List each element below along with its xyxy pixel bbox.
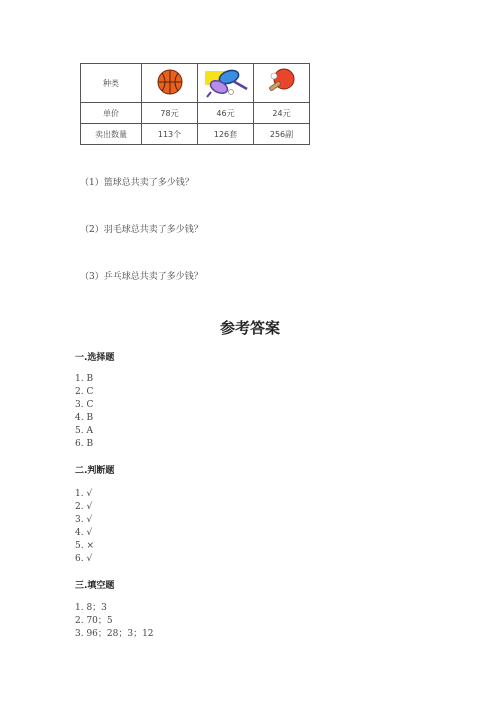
badminton-icon	[203, 65, 249, 99]
list-item: 2. C	[75, 387, 94, 397]
cell-qty-pingpong: 256副	[254, 124, 310, 145]
list-item: 6. B	[75, 439, 94, 449]
basketball-cell	[142, 64, 198, 103]
list-item: 1. B	[75, 374, 94, 384]
ping-pong-cell	[254, 64, 310, 103]
row-label-quantity: 卖出数量	[81, 124, 142, 145]
list-item: 5. ×	[75, 541, 94, 551]
cell-price-basketball: 78元	[142, 103, 198, 124]
cell-price-pingpong: 24元	[254, 103, 310, 124]
ping-pong-icon	[266, 67, 298, 97]
section-title-choice: 一.选择题	[75, 353, 115, 363]
list-item: 3. √	[75, 515, 93, 525]
list-item: 6. √	[75, 554, 93, 564]
answer-list-fill	[75, 602, 154, 641]
row-label-price: 单价	[81, 103, 142, 124]
basketball-icon	[155, 67, 185, 97]
product-table	[80, 63, 310, 145]
section-title-fill: 三.填空题	[75, 581, 115, 591]
cell-qty-badminton: 126套	[198, 124, 254, 145]
question-2: （2）羽毛球总共卖了多少钱？	[80, 225, 203, 235]
cell-qty-basketball: 113个	[142, 124, 198, 145]
list-item: 3. 96；28；3；12	[75, 629, 154, 639]
question-1: （1）篮球总共卖了多少钱？	[80, 178, 194, 188]
badminton-cell	[198, 64, 254, 103]
cell-price-badminton: 46元	[198, 103, 254, 124]
section-title-judgment: 二.判断题	[75, 466, 115, 476]
question-3: （3）乒乓球总共卖了多少钱？	[80, 272, 203, 282]
list-item: 5. A	[75, 426, 93, 436]
list-item: 4. B	[75, 413, 94, 423]
list-item: 2. 70；5	[75, 616, 113, 626]
list-item: 4. √	[75, 528, 93, 538]
list-item: 1. 8；3	[75, 603, 107, 613]
list-item: 1. √	[75, 489, 93, 499]
answers-title: 参考答案	[219, 319, 280, 337]
header-label: 种类	[81, 64, 142, 103]
answer-list-judgment	[75, 488, 94, 566]
answer-list-choice	[75, 373, 93, 451]
list-item: 2. √	[75, 502, 93, 512]
list-item: 3. C	[75, 400, 94, 410]
